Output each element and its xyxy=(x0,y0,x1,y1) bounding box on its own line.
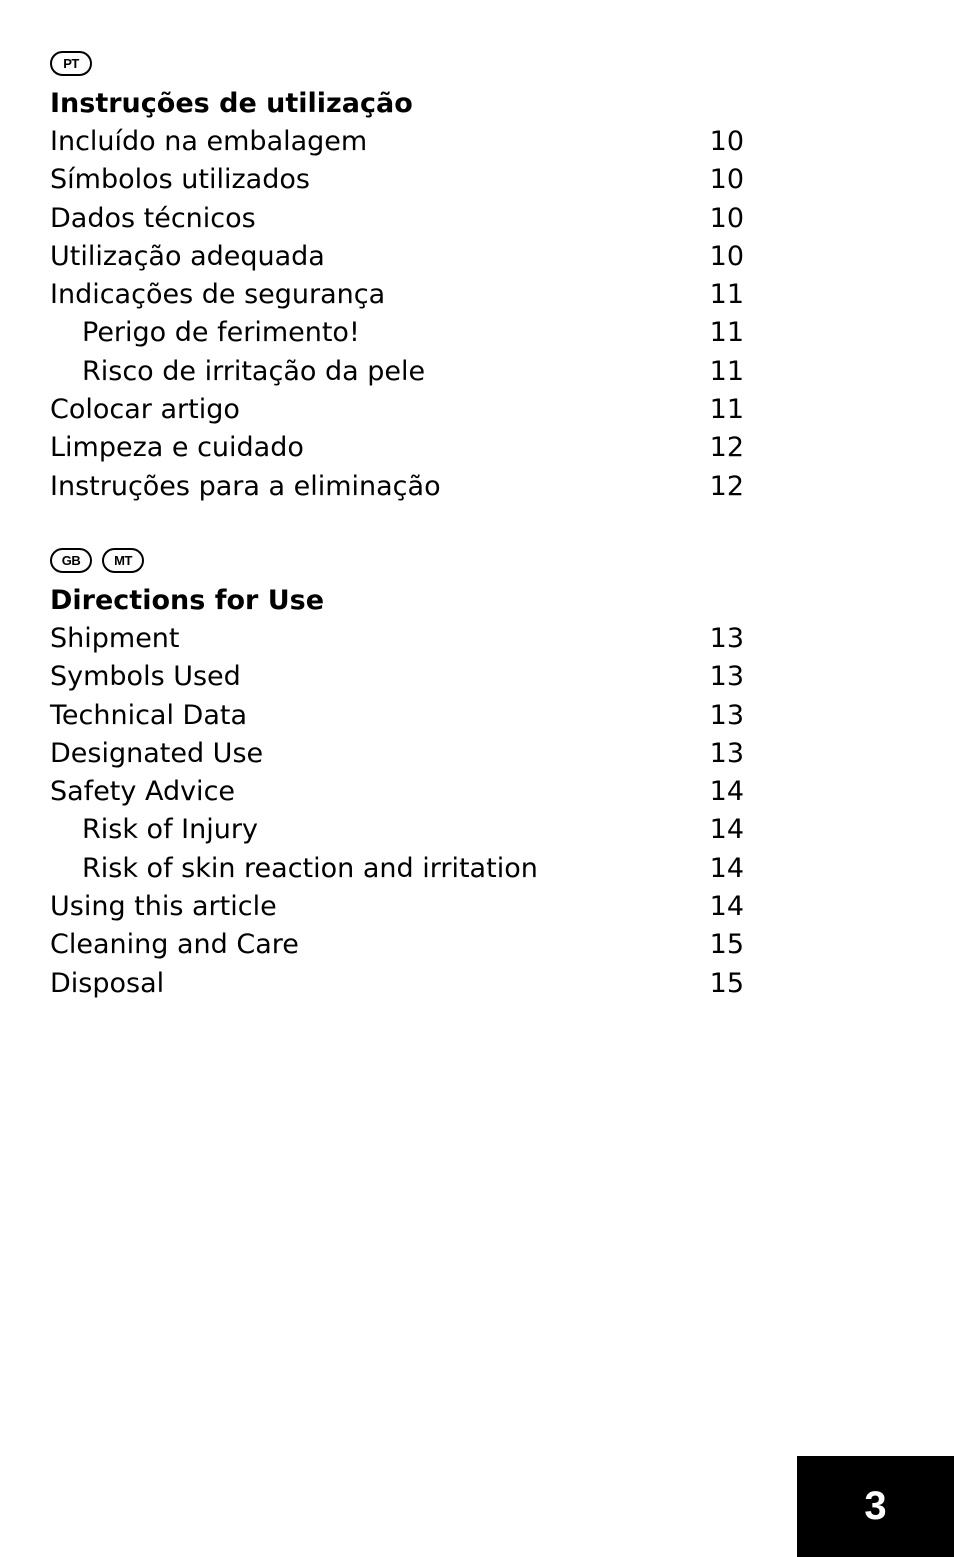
toc-entry xyxy=(50,238,744,276)
section-title: Directions for Use xyxy=(50,585,325,616)
toc-entry-page-number: 14 xyxy=(709,852,744,884)
toc-entry-label: Risco de irritação da pele xyxy=(82,355,426,387)
toc-entry-label: Instruções para a eliminação xyxy=(50,470,441,502)
toc-entry-page-number: 10 xyxy=(709,202,744,234)
toc-entry-page-number: 15 xyxy=(709,929,744,961)
toc-entry-page-number: 10 xyxy=(709,164,744,196)
toc-entry xyxy=(50,658,744,696)
toc-subentry xyxy=(50,314,744,352)
toc-entry-page-number: 14 xyxy=(709,776,744,808)
toc-entry xyxy=(50,735,744,773)
toc-entry-label: Shipment xyxy=(50,623,180,654)
toc-subentry xyxy=(50,850,744,888)
toc-list xyxy=(50,620,744,1003)
toc-entry xyxy=(50,429,744,467)
toc-subentry xyxy=(50,353,744,391)
toc-entry-page-number: 11 xyxy=(709,279,744,311)
toc-entry xyxy=(50,888,744,926)
toc-entry xyxy=(50,965,744,1003)
toc-entry-page-number: 10 xyxy=(709,126,744,157)
toc-entry-label: Risk of Injury xyxy=(82,814,258,846)
language-badge-gb: GB xyxy=(50,548,92,573)
toc-entry xyxy=(50,926,744,964)
toc-list xyxy=(50,123,744,506)
toc-entry xyxy=(50,276,744,314)
toc-entry-page-number: 11 xyxy=(709,355,744,387)
toc-entry-label: Dados técnicos xyxy=(50,202,256,234)
toc-entry-label: Using this article xyxy=(50,891,277,923)
toc-section-pt xyxy=(50,51,744,506)
toc-entry-label: Limpeza e cuidado xyxy=(50,432,304,464)
language-badges xyxy=(50,548,744,574)
toc-entry xyxy=(50,697,744,735)
toc-entry-label: Incluído na embalagem xyxy=(50,126,368,157)
toc-entry xyxy=(50,123,744,161)
toc-entry-label: Utilização adequada xyxy=(50,240,325,272)
page-number: 3 xyxy=(864,1484,887,1528)
toc-entry-label: Safety Advice xyxy=(50,776,236,808)
section-title: Instruções de utilização xyxy=(50,88,413,119)
page-number-tab xyxy=(797,1456,954,1557)
toc-entry-page-number: 12 xyxy=(709,432,744,464)
language-badge-mt: MT xyxy=(102,548,144,573)
toc-entry xyxy=(50,468,744,506)
toc-entry xyxy=(50,620,744,658)
toc-section-gb-mt xyxy=(50,548,744,1003)
toc-entry-label: Perigo de ferimento! xyxy=(82,317,360,349)
toc-entry-label: Indicações de segurança xyxy=(50,279,386,311)
toc-entry-page-number: 13 xyxy=(709,737,744,769)
toc-entry xyxy=(50,161,744,199)
toc-entry xyxy=(50,200,744,238)
toc-entry-page-number: 12 xyxy=(709,470,744,502)
toc-entry-label: Symbols Used xyxy=(50,661,241,693)
toc-entry-label: Risk of skin reaction and irritation xyxy=(82,852,538,884)
toc-entry-label: Cleaning and Care xyxy=(50,929,299,961)
toc-entry-page-number: 13 xyxy=(709,699,744,731)
toc-subentry xyxy=(50,811,744,849)
toc-entry-label: Colocar artigo xyxy=(50,394,240,426)
toc-entry-label: Technical Data xyxy=(50,699,248,731)
toc-entry-label: Disposal xyxy=(50,967,165,999)
toc-entry-page-number: 15 xyxy=(709,967,744,999)
toc-entry-page-number: 13 xyxy=(709,623,744,654)
toc-entry-page-number: 11 xyxy=(709,317,744,349)
toc-entry-label: Símbolos utilizados xyxy=(50,164,310,196)
language-badge-pt: PT xyxy=(50,51,92,76)
toc-entry-page-number: 13 xyxy=(709,661,744,693)
toc-entry-label: Designated Use xyxy=(50,737,264,769)
toc-entry xyxy=(50,773,744,811)
toc-entry-page-number: 10 xyxy=(709,240,744,272)
language-badges xyxy=(50,51,744,77)
toc-entry-page-number: 14 xyxy=(709,814,744,846)
toc-entry-page-number: 14 xyxy=(709,891,744,923)
toc-entry xyxy=(50,391,744,429)
toc-entry-page-number: 11 xyxy=(709,394,744,426)
